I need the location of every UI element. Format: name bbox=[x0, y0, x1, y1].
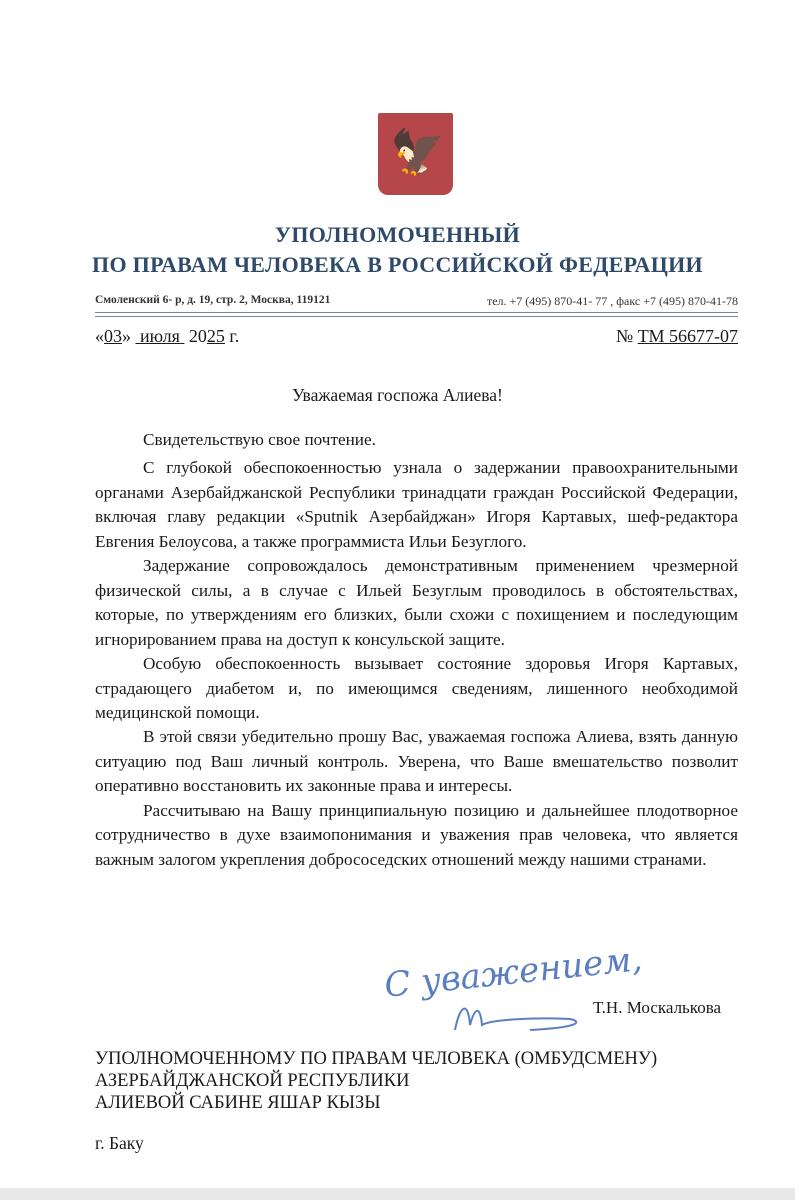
paragraph: С глубокой обеспокоенностью узнала о задержании правоохранительными органами Азербайджанской Республики тринадцати граждан Российской Федерации, включая главу редакции «Sputnik Азербайджан» Игоря Картавых, шеф-редактора Евгения Белоусова, а также программиста Ильи Безуглого. bbox=[95, 458, 738, 551]
greeting: Уважаемая госпожа Алиева! bbox=[292, 385, 503, 405]
date-year-prefix: 20 bbox=[188, 326, 207, 346]
date-month: июля bbox=[140, 326, 180, 346]
date-quote-close: » bbox=[122, 326, 131, 346]
header-contacts: тел. +7 (495) 870-41- 77 , факс +7 (495) 870-41-78 bbox=[486, 294, 738, 308]
paragraph: В этой связи убедительно прошу Вас, уважаемая госпожа Алиева, взять данную ситуацию под Ваш личный контроль. Уверена, что Ваше вмешательство позволит оперативно восстановить их законные права и интересы. bbox=[95, 727, 738, 796]
addressee-line: АЛИЕВОЙ САБИНЕ ЯШАР КЫЗЫ bbox=[95, 1093, 381, 1113]
number-value: ТМ 56677-07 bbox=[637, 326, 738, 346]
paragraph: Задержание сопровождалось демонстративным применением чрезмерной физической силы, а в случае с Ильей Безуглым проводилось в обстоятельствах, которые, по утверждениям его близких, были схожи с похищением и последующим игнорированием права на доступ к консульской защите. bbox=[95, 556, 738, 649]
handwritten-signature bbox=[380, 939, 645, 1045]
date-day: 03 bbox=[104, 326, 122, 346]
paragraph: Особую обеспокоенность вызывает состояние здоровья Игоря Картавых, страдающего диабетом и, по имеющимся сведениям, лишенного необходимой медицинской помощи. bbox=[95, 654, 738, 722]
header-title-line2: ПО ПРАВАМ ЧЕЛОВЕКА В РОССИЙСКОЙ ФЕДЕРАЦИИ bbox=[92, 252, 703, 277]
addressee-line: АЗЕРБАЙДЖАНСКОЙ РЕСПУБЛИКИ bbox=[95, 1071, 410, 1091]
header-divider bbox=[95, 312, 738, 313]
signatory-name: Т.Н. Москалькова bbox=[593, 998, 722, 1017]
number-sign: № bbox=[616, 326, 634, 346]
letter-body bbox=[95, 428, 738, 872]
coat-of-arms-emblem bbox=[378, 113, 453, 195]
addressee-block bbox=[95, 1048, 657, 1114]
signature-salutation: С уважением, bbox=[382, 939, 645, 1006]
paragraph: Рассчитываю на Вашу принципиальную позицию и дальнейшее плодотворное сотрудничество в духе взаимопонимания и уважения прав человека, что является важным залогом укрепления добрососедских отношений между нашими странами. bbox=[95, 800, 738, 869]
date-year-unit: г. bbox=[229, 326, 240, 346]
paragraph: Свидетельствую свое почтение. bbox=[143, 430, 376, 449]
header-divider-2 bbox=[95, 316, 738, 317]
date-year-suffix: 25 bbox=[206, 326, 225, 346]
header-title-line1: УПОЛНОМОЧЕННЫЙ bbox=[274, 222, 521, 247]
addressee-city: г. Баку bbox=[95, 1133, 144, 1153]
letter-number bbox=[616, 326, 738, 347]
double-headed-eagle-icon: 🦅 bbox=[390, 128, 445, 177]
date-quote-open: « bbox=[95, 326, 104, 346]
letter-date bbox=[95, 326, 239, 347]
page-bottom-edge bbox=[0, 1188, 795, 1200]
addressee-line: УПОЛНОМОЧЕННОМУ ПО ПРАВАМ ЧЕЛОВЕКА (ОМБУДСМЕНУ) bbox=[95, 1049, 658, 1069]
header-address: Смоленский 6- р, д. 19, стр. 2, Москва, 119121 bbox=[95, 294, 331, 306]
